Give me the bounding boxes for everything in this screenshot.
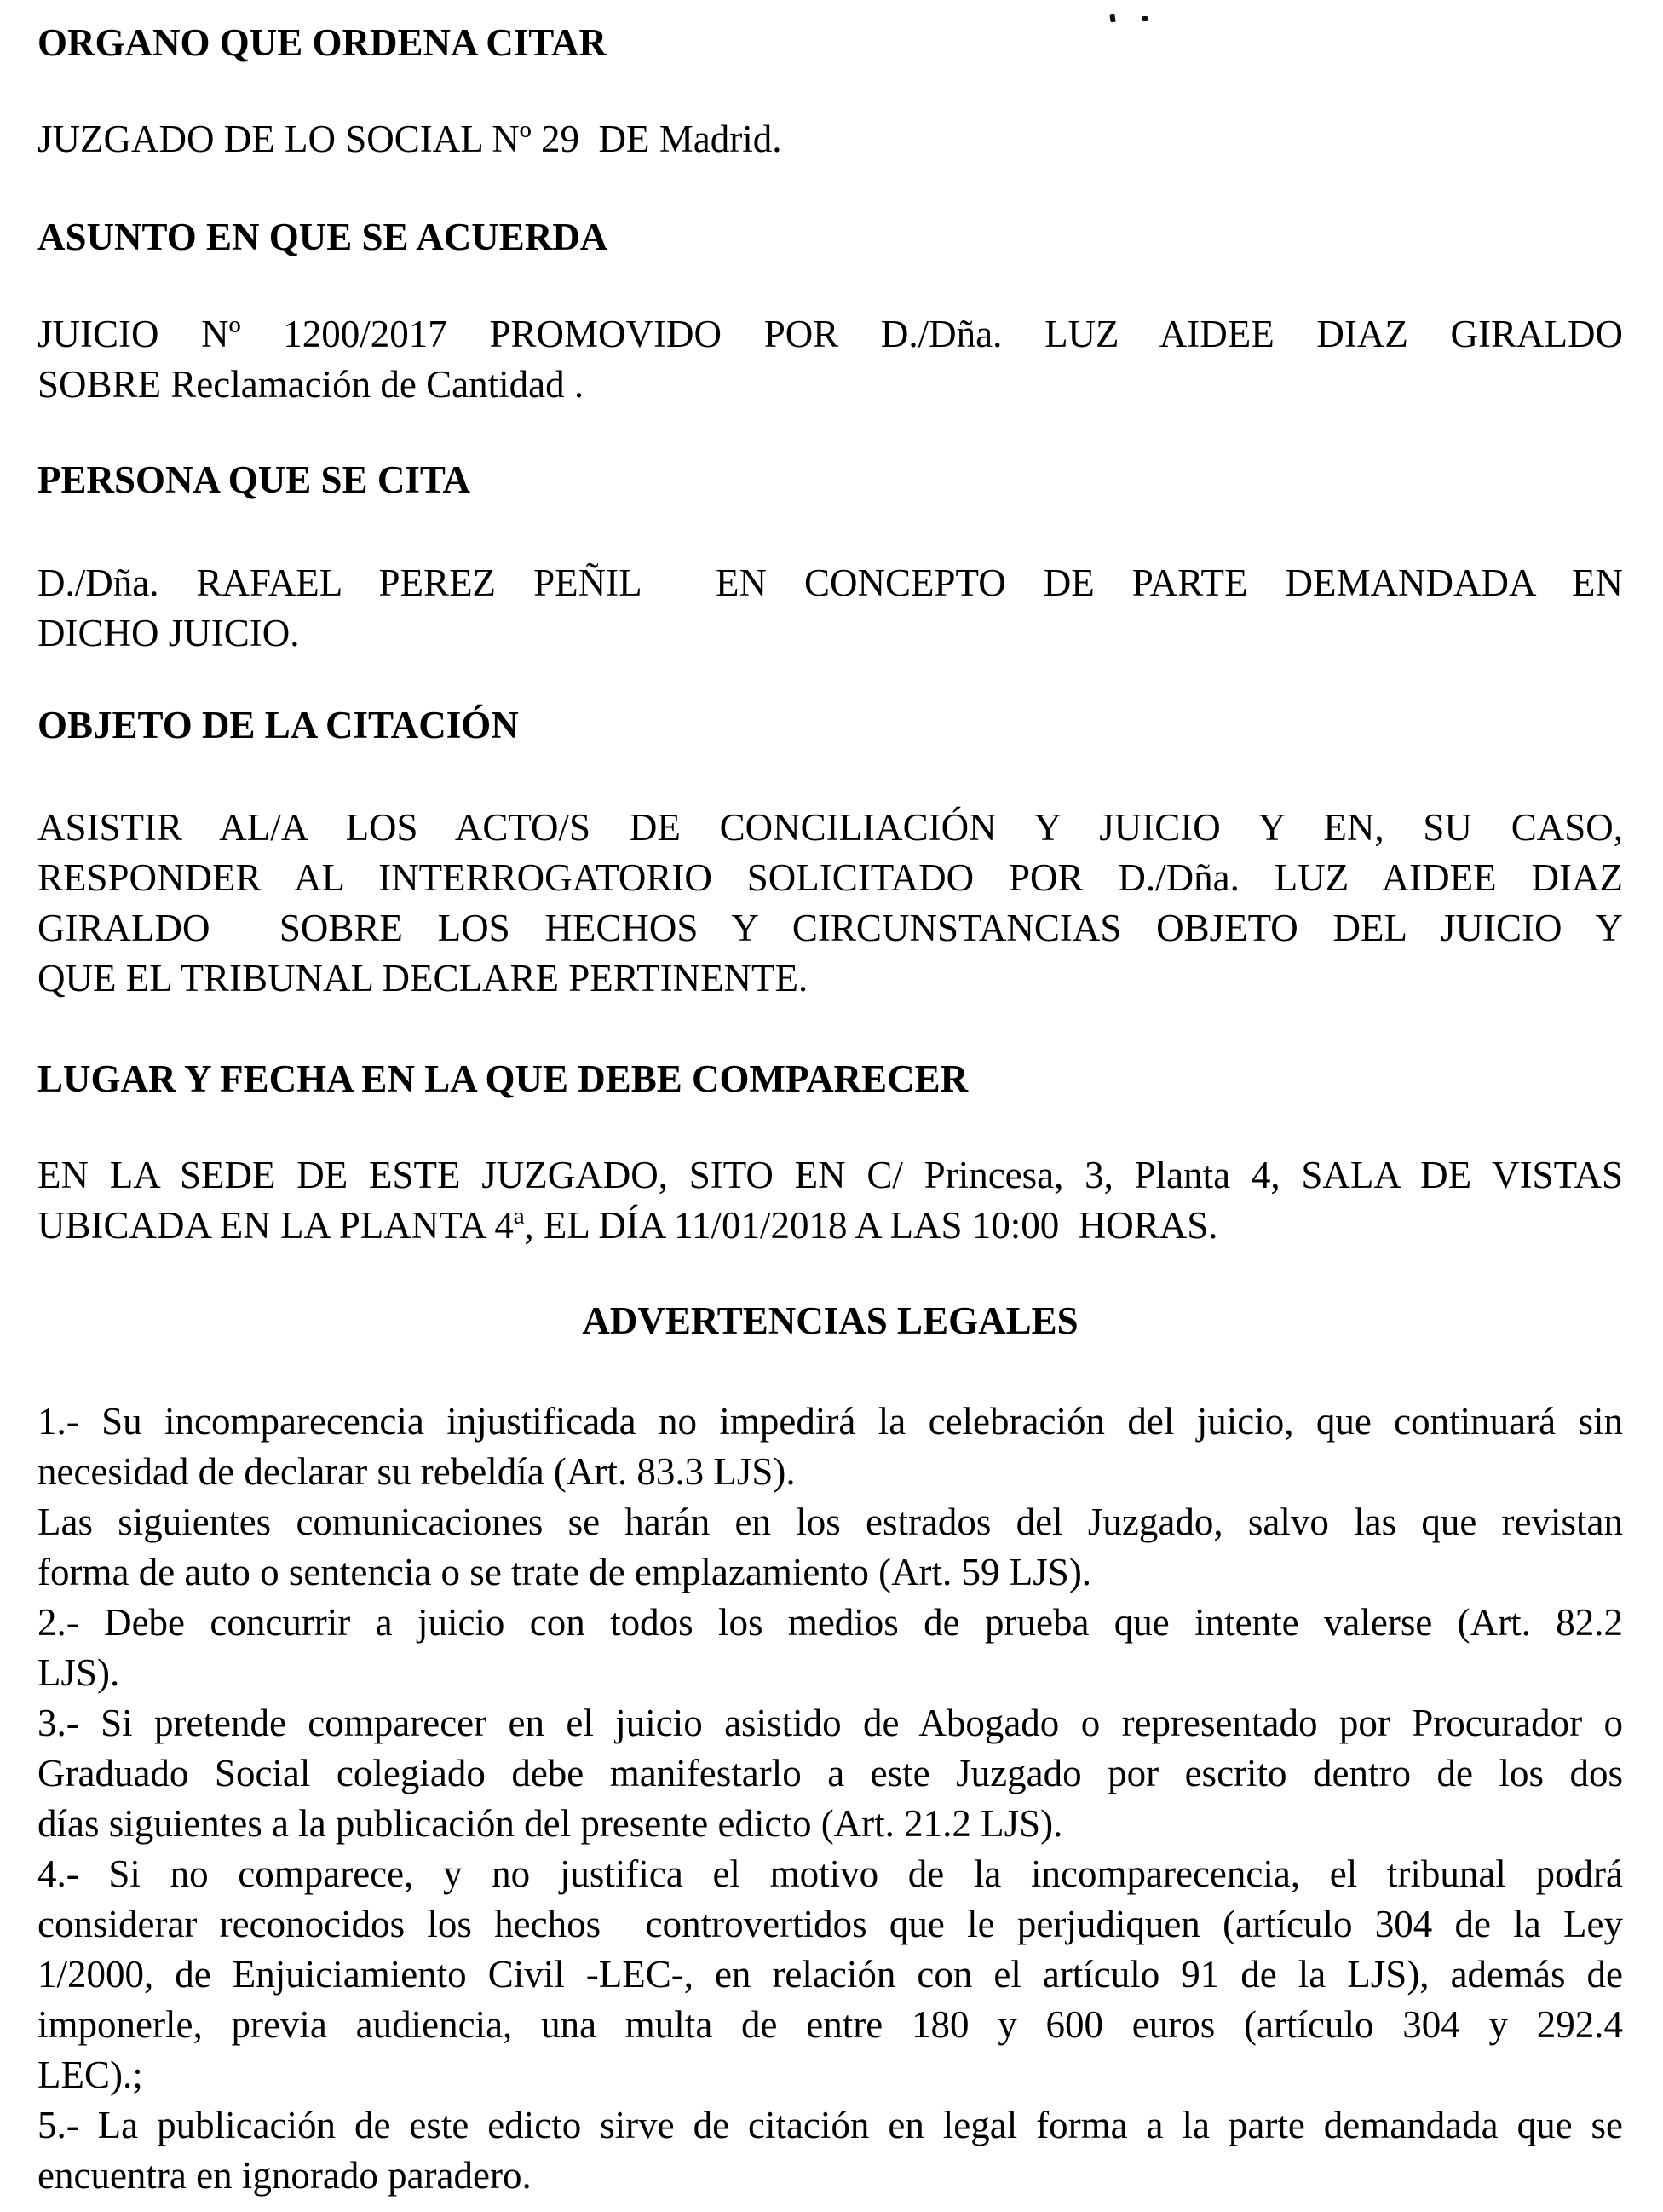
section-body-persona [37, 558, 1623, 659]
legal-warning-line: 1.- Su incomparecencia injustificada no impedirá la celebración del juicio, que continuará sin [37, 1400, 1623, 1443]
scan-artifact-speck [1109, 14, 1115, 23]
legal-warning-item-1b [37, 1497, 1623, 1598]
legal-warning-line: 3.- Si pretende comparecer en el juicio asistido de Abogado o representado por Procurador o [37, 1702, 1623, 1744]
legal-warning-item-1 [37, 1397, 1623, 1497]
legal-warning-line: Las siguientes comunicaciones se harán en los estrados del Juzgado, salvo las que revistan [37, 1501, 1623, 1543]
section-heading-persona: PERSONA QUE SE CITA [37, 458, 471, 501]
section-heading-asunto: ASUNTO EN QUE SE ACUERDA [37, 216, 608, 258]
section-body-organo [37, 114, 1623, 164]
scan-artifact-speck [1142, 16, 1148, 21]
legal-warning-line: 5.- La publicación de este edicto sirve de citación en legal forma a la parte demandada que se [37, 2104, 1623, 2146]
legal-warning-line: forma de auto o sentencia o se trate de emplazamiento (Art. 59 LJS). [37, 1551, 1092, 1593]
legal-warning-item-4 [37, 1849, 1623, 2100]
legal-warning-item-3 [37, 1698, 1623, 1849]
section-body-lugar [37, 1150, 1623, 1251]
section-heading-organo: ORGANO QUE ORDENA CITAR [37, 21, 607, 64]
legal-warning-line: necesidad de declarar su rebeldía (Art. 83.3 LJS). [37, 1450, 796, 1493]
hearing-datetime-line: UBICADA EN LA PLANTA 4ª, EL DÍA 11/01/2018 A LAS 10:00 HORAS. [37, 1204, 1218, 1247]
legal-warning-line: encuentra en ignorado paradero. [37, 2154, 532, 2197]
section-body-objeto [37, 803, 1623, 1004]
section-heading-advertencias: ADVERTENCIAS LEGALES [582, 1299, 1079, 1342]
citation-purpose-line: GIRALDO SOBRE LOS HECHOS Y CIRCUNSTANCIAS OBJETO DEL JUICIO Y [37, 907, 1623, 949]
case-subject-line: SOBRE Reclamación de Cantidad . [37, 363, 584, 406]
legal-warnings-list [37, 1397, 1623, 2201]
section-heading-lugar: LUGAR Y FECHA EN LA QUE DEBE COMPARECER [37, 1057, 969, 1100]
citation-purpose-line: ASISTIR AL/A LOS ACTO/S DE CONCILIACIÓN Y JUICIO Y EN, SU CASO, [37, 806, 1623, 849]
legal-warning-line: LJS). [37, 1651, 120, 1694]
legal-warning-line: 1/2000, de Enjuiciamiento Civil -LEC-, en relación con el artículo 91 de la LJS), además de [37, 1953, 1623, 1996]
legal-warning-line: Graduado Social colegiado debe manifestarlo a este Juzgado por escrito dentro de los dos [37, 1752, 1623, 1794]
section-heading-objeto: OBJETO DE LA CITACIÓN [37, 704, 519, 746]
legal-warning-line: considerar reconocidos los hechos controvertidos que le perjudiquen (artículo 304 de la Ley [37, 1903, 1623, 1945]
legal-warning-line: 4.- Si no comparece, y no justifica el motivo de la incomparecencia, el tribunal podrá [37, 1852, 1623, 1895]
hearing-location-line: EN LA SEDE DE ESTE JUZGADO, SITO EN C/ Princesa, 3, Planta 4, SALA DE VISTAS [37, 1154, 1623, 1196]
cited-person-line: D./Dña. RAFAEL PEREZ PEÑIL EN CONCEPTO DE PARTE DEMANDADA EN [37, 562, 1623, 604]
court-name-line: JUZGADO DE LO SOCIAL Nº 29 DE Madrid. [37, 118, 782, 160]
case-number-line: JUICIO Nº 1200/2017 PROMOVIDO POR D./Dña. LUZ AIDEE DIAZ GIRALDO [37, 313, 1623, 355]
citation-purpose-line: QUE EL TRIBUNAL DECLARE PERTINENTE. [37, 957, 808, 999]
cited-person-line: DICHO JUICIO. [37, 612, 300, 654]
section-body-asunto [37, 309, 1623, 410]
legal-warning-line: imponerle, previa audiencia, una multa de entre 180 y 600 euros (artículo 304 y 292.4 [37, 2003, 1623, 2046]
citation-purpose-line: RESPONDER AL INTERROGATORIO SOLICITADO POR D./Dña. LUZ AIDEE DIAZ [37, 856, 1623, 899]
legal-warning-line: 2.- Debe concurrir a juicio con todos los medios de prueba que intente valerse (Art. 82.2 [37, 1601, 1623, 1644]
legal-warning-line: LEC).; [37, 2054, 143, 2096]
legal-warning-item-5 [37, 2100, 1623, 2201]
legal-warning-line: días siguientes a la publicación del presente edicto (Art. 21.2 LJS). [37, 1802, 1063, 1845]
legal-warning-item-2 [37, 1598, 1623, 1698]
